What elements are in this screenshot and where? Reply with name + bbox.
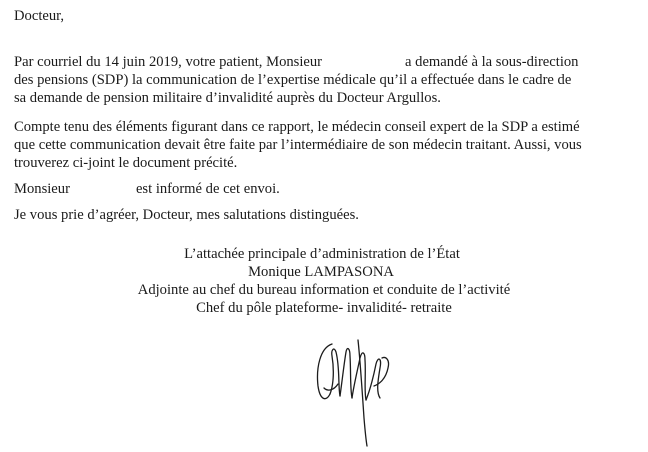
handwritten-signature bbox=[310, 328, 400, 448]
salutation: Docteur, bbox=[14, 8, 65, 24]
paragraph-2-line-3: trouverez ci-joint le document précité. bbox=[14, 155, 238, 171]
signatory-title: L’attachée principale d’administration de l’État bbox=[184, 246, 460, 262]
paragraph-1-line-2: des pensions (SDP) la communication de l’expertise médicale qu’il a effectuée dans le cadre de bbox=[14, 72, 572, 88]
paragraph-3-start: Monsieur bbox=[14, 181, 70, 197]
paragraph-1-line-1-end: a demandé à la sous-direction bbox=[405, 54, 579, 70]
paragraph-1-line-1 bbox=[14, 53, 578, 71]
paragraph-3 bbox=[14, 180, 280, 198]
paragraph-1-line-1-start: Par courriel du 14 juin 2019, votre patient, Monsieur bbox=[14, 54, 323, 70]
signatory-name: Monique LAMPASONA bbox=[248, 264, 394, 280]
paragraph-3-end: est informé de cet envoi. bbox=[135, 181, 280, 197]
signatory-role-2: Chef du pôle plateforme- invalidité- retraite bbox=[196, 300, 452, 316]
paragraph-2-line-2: que cette communication devait être faite par l’intermédiaire de son médecin traitant. Aussi, vous bbox=[14, 137, 582, 153]
paragraph-1-line-3: sa demande de pension militaire d’invalidité auprès du Docteur Argullos. bbox=[14, 90, 441, 106]
closing-formula: Je vous prie d’agréer, Docteur, mes salutations distinguées. bbox=[14, 207, 359, 223]
paragraph-2-line-1: Compte tenu des éléments figurant dans ce rapport, le médecin conseil expert de la SDP a estimé bbox=[14, 119, 580, 135]
signatory-role-1: Adjointe au chef du bureau information et conduite de l’activité bbox=[137, 282, 511, 298]
